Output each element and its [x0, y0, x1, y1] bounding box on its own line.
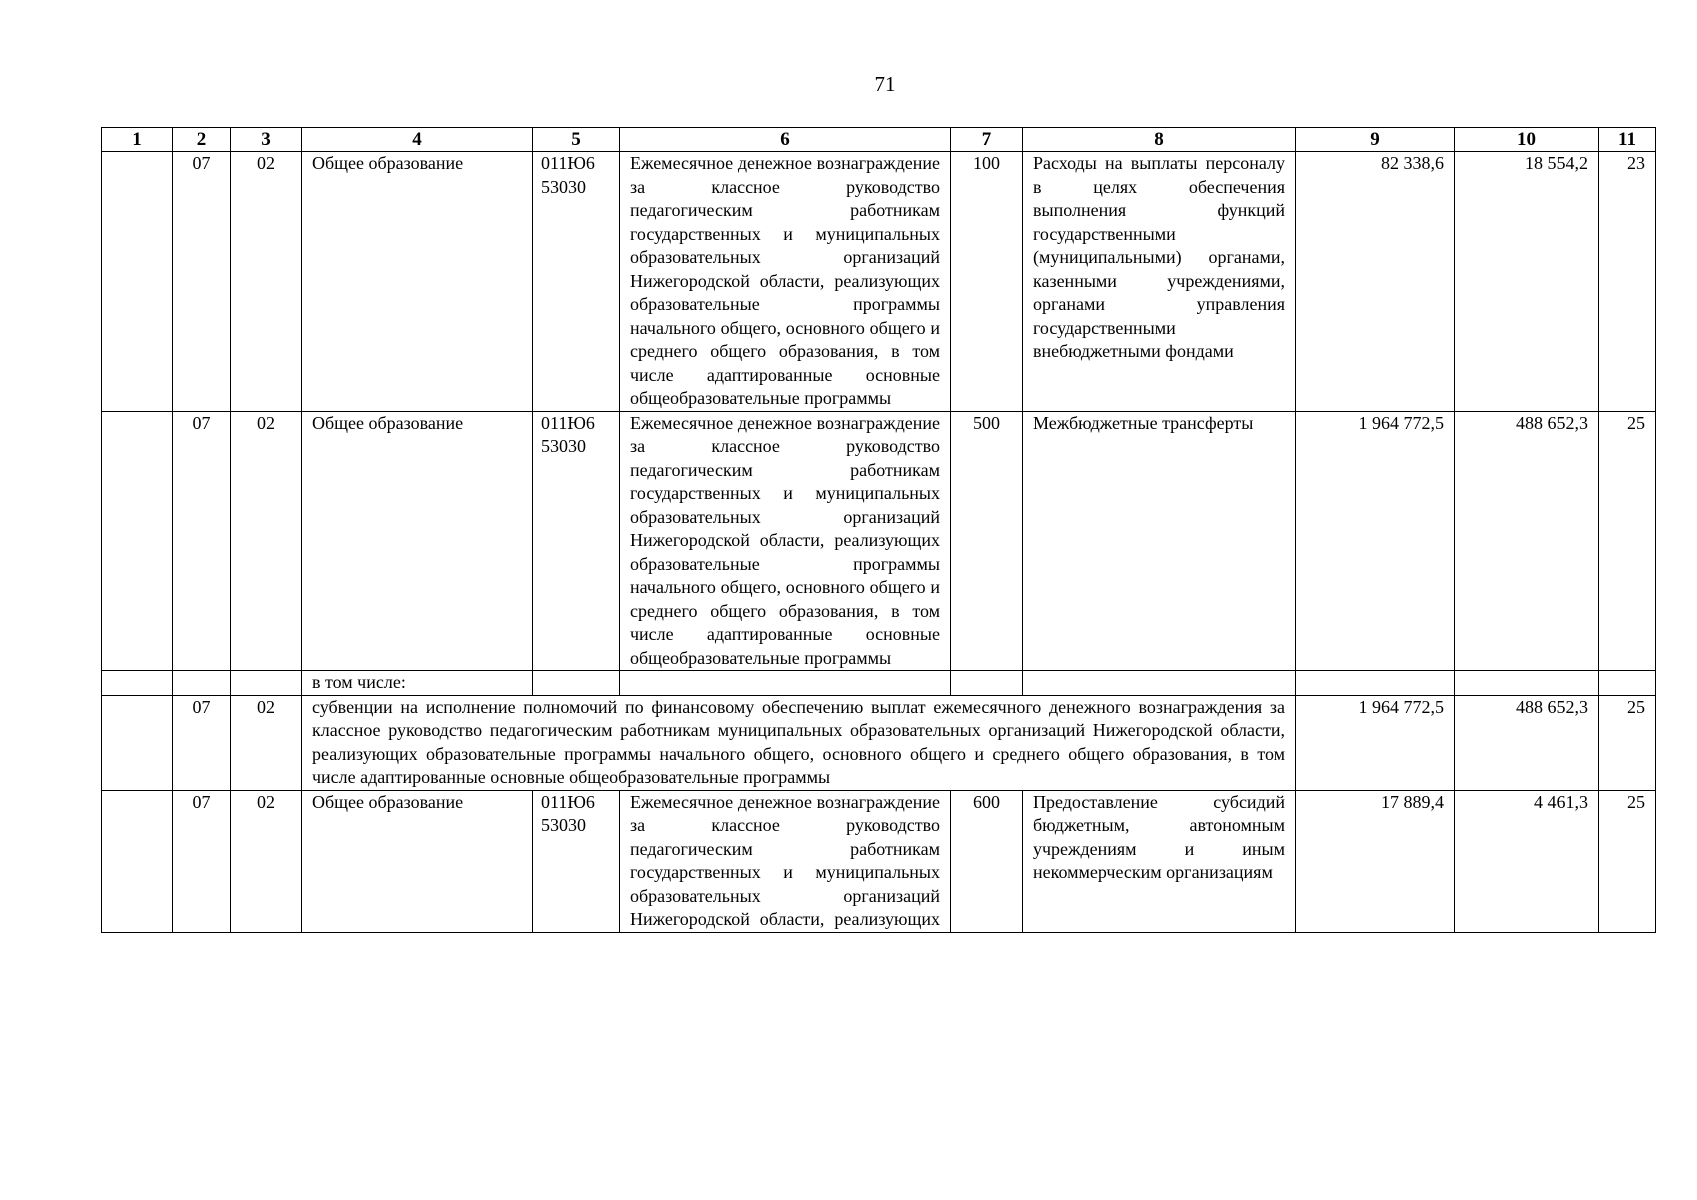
cell-amount-1: 17 889,4	[1296, 790, 1455, 932]
cell-subsection-name: Общее образование	[302, 790, 533, 932]
header-row	[102, 128, 1656, 152]
cell-percent: 25	[1599, 695, 1656, 790]
cell-col1	[102, 411, 173, 671]
column-header-4: 4	[302, 128, 533, 152]
table-row-subheading	[102, 671, 1656, 696]
cell-subsection: 02	[231, 411, 302, 671]
cell-col1	[102, 790, 173, 932]
cell-article-name: Ежемесячное денежное вознаграждение за классное руководство педагогическим работникам государственных и муниципальных образовательных организаций Нижегородской области, реализующих образовательные программы начального общего, основного общего и среднего общего образования, в том числе адаптированные основные общеобразовательные программы	[620, 152, 951, 412]
cell-subsection: 02	[231, 790, 302, 932]
cell-empty	[1599, 671, 1656, 696]
column-header-1: 1	[102, 128, 173, 152]
cell-subsection-name: Общее образование	[302, 411, 533, 671]
cell-article-name: Ежемесячное денежное вознаграждение за классное руководство педагогическим работникам государственных и муниципальных образовательных организаций Нижегородской области, реализующих	[620, 790, 951, 932]
cell-col1	[102, 695, 173, 790]
cell-empty	[1023, 671, 1296, 696]
cell-subsection: 02	[231, 152, 302, 412]
page-number: 71	[874, 72, 896, 96]
cell-empty	[1296, 671, 1455, 696]
cell-amount-1: 1 964 772,5	[1296, 411, 1455, 671]
cell-target-article: 011Ю6 53030	[533, 790, 620, 932]
column-header-11: 11	[1599, 128, 1656, 152]
table-row	[102, 695, 1656, 790]
cell-section: 07	[173, 411, 231, 671]
cell-subsection-name: Общее образование	[302, 152, 533, 412]
cell-percent: 25	[1599, 411, 1656, 671]
cell-percent: 23	[1599, 152, 1656, 412]
cell-amount-2: 488 652,3	[1455, 695, 1599, 790]
cell-expense-type-name: Расходы на выплаты персоналу в целях обеспечения выполнения функций государственными (муниципальными) органами, казенными учреждениями, органами управления государственными внебюджетными фондами	[1023, 152, 1296, 412]
cell-section: 07	[173, 695, 231, 790]
table-row	[102, 152, 1656, 412]
column-header-8: 8	[1023, 128, 1296, 152]
cell-article-name: Ежемесячное денежное вознаграждение за классное руководство педагогическим работникам государственных и муниципальных образовательных организаций Нижегородской области, реализующих образовательные программы начального общего, основного общего и среднего общего образования, в том числе адаптированные основные общеобразовательные программы	[620, 411, 951, 671]
cell-section: 07	[173, 152, 231, 412]
cell-empty	[1455, 671, 1599, 696]
column-header-9: 9	[1296, 128, 1455, 152]
cell-expense-type-name: Предоставление субсидий бюджетным, автономным учреждениям и иным некоммерческим организациям	[1023, 790, 1296, 932]
cell-section: 07	[173, 790, 231, 932]
cell-including-label: в том числе:	[302, 671, 533, 696]
column-header-3: 3	[231, 128, 302, 152]
cell-empty	[173, 671, 231, 696]
cell-expense-type: 100	[951, 152, 1023, 412]
cell-subsection: 02	[231, 695, 302, 790]
cell-expense-type: 500	[951, 411, 1023, 671]
column-header-6: 6	[620, 128, 951, 152]
table-row	[102, 411, 1656, 671]
cell-amount-1: 1 964 772,5	[1296, 695, 1455, 790]
cell-amount-2: 18 554,2	[1455, 152, 1599, 412]
cell-empty	[102, 671, 173, 696]
cell-expense-type: 600	[951, 790, 1023, 932]
cell-col1	[102, 152, 173, 412]
budget-table	[101, 127, 1656, 933]
cell-empty	[231, 671, 302, 696]
cell-expense-type-name: Межбюджетные трансферты	[1023, 411, 1296, 671]
cell-target-article: 011Ю6 53030	[533, 152, 620, 412]
column-header-5: 5	[533, 128, 620, 152]
column-header-2: 2	[173, 128, 231, 152]
cell-amount-1: 82 338,6	[1296, 152, 1455, 412]
column-header-10: 10	[1455, 128, 1599, 152]
cell-target-article: 011Ю6 53030	[533, 411, 620, 671]
cell-amount-2: 4 461,3	[1455, 790, 1599, 932]
cell-percent: 25	[1599, 790, 1656, 932]
cell-subvention-description: субвенции на исполнение полномочий по финансовому обеспечению выплат ежемесячного денежного вознаграждения за классное руководство педагогическим работникам муниципальных образовательных организаций Нижегородской области, реализующих образовательные программы начального общего, основного общего и среднего общего образования, в том числе адаптированные основные общеобразовательные программы	[302, 695, 1296, 790]
cell-empty	[620, 671, 951, 696]
cell-empty	[533, 671, 620, 696]
cell-amount-2: 488 652,3	[1455, 411, 1599, 671]
column-header-7: 7	[951, 128, 1023, 152]
cell-empty	[951, 671, 1023, 696]
table-row	[102, 790, 1656, 932]
